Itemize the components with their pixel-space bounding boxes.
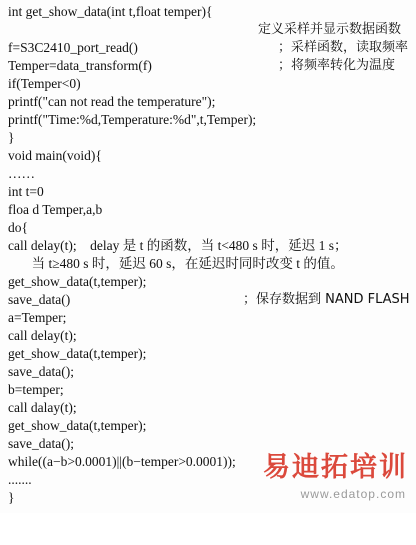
code-comment: ；保存数据到 NAND FLASH	[243, 292, 410, 307]
code-comment: ；将频率转化为温度	[278, 58, 396, 73]
code-text: call delay(t);	[8, 328, 77, 343]
code-line	[8, 416, 410, 435]
code-line	[8, 128, 410, 147]
code-line	[8, 92, 410, 111]
watermark	[260, 451, 410, 509]
code-text: save_data();	[8, 364, 74, 379]
code-line	[8, 398, 410, 417]
code-text: if(Temper<0)	[8, 76, 81, 91]
code-line	[8, 2, 410, 21]
code-text: save_data()	[8, 292, 71, 307]
code-text: b=temper;	[8, 382, 64, 397]
code-text: 当 t≥480 s 时，延迟 60 s，在延迟时同时改变 t 的值。	[8, 256, 344, 271]
code-text: f=S3C2410_port_read()	[8, 40, 138, 55]
code-text: get_show_data(t,temper);	[8, 274, 147, 289]
watermark-title: 易迪拓培训	[263, 452, 408, 483]
code-text: .......	[8, 472, 32, 487]
code-text: printf("Time:%d,Temperature:%d",t,Temper);	[8, 112, 257, 127]
code-text: }	[8, 490, 15, 505]
code-text: while((a−b>0.0001)||(b−temper>0.0001));	[8, 454, 236, 469]
code-text: a=Temper;	[8, 310, 67, 325]
code-line	[8, 362, 410, 381]
code-line	[8, 146, 410, 165]
code-line	[8, 236, 410, 255]
code-text: Temper=data_transform(f)	[8, 58, 152, 73]
code-line	[8, 56, 410, 75]
code-text: printf("can not read the temperature");	[8, 94, 216, 109]
code-line	[8, 182, 410, 201]
code-text: void main(void){	[8, 148, 102, 163]
code-line	[8, 344, 410, 363]
code-text: floa d Temper,a,b	[8, 202, 103, 217]
code-line	[8, 326, 410, 345]
code-text: call delay(t); delay 是 t 的函数，当 t<480 s 时，延迟 1 s；	[8, 238, 348, 253]
code-line	[8, 254, 410, 273]
code-line	[8, 380, 410, 399]
code-line	[8, 74, 410, 93]
code-comment: ；采样函数，读取频率	[278, 40, 409, 55]
code-line	[8, 20, 410, 39]
code-line	[8, 164, 410, 183]
code-line	[8, 110, 410, 129]
code-text: int t=0	[8, 184, 44, 199]
code-text: call dalay(t);	[8, 400, 77, 415]
code-text: int get_show_data(int t,float temper){	[8, 4, 213, 19]
code-comment: 定义采样并显示数据函数	[258, 22, 402, 37]
code-text: ……	[8, 166, 35, 181]
code-line	[8, 218, 410, 237]
code-text: save_data();	[8, 436, 74, 451]
code-line	[8, 308, 410, 327]
code-line	[8, 38, 410, 57]
code-text: get_show_data(t,temper);	[8, 346, 147, 361]
code-line	[8, 290, 410, 309]
code-line	[8, 272, 410, 291]
watermark-url: www.edatop.com	[300, 487, 406, 501]
code-text: do{	[8, 220, 28, 235]
code-text: get_show_data(t,temper);	[8, 418, 147, 433]
code-text: }	[8, 130, 15, 145]
code-line	[8, 200, 410, 219]
